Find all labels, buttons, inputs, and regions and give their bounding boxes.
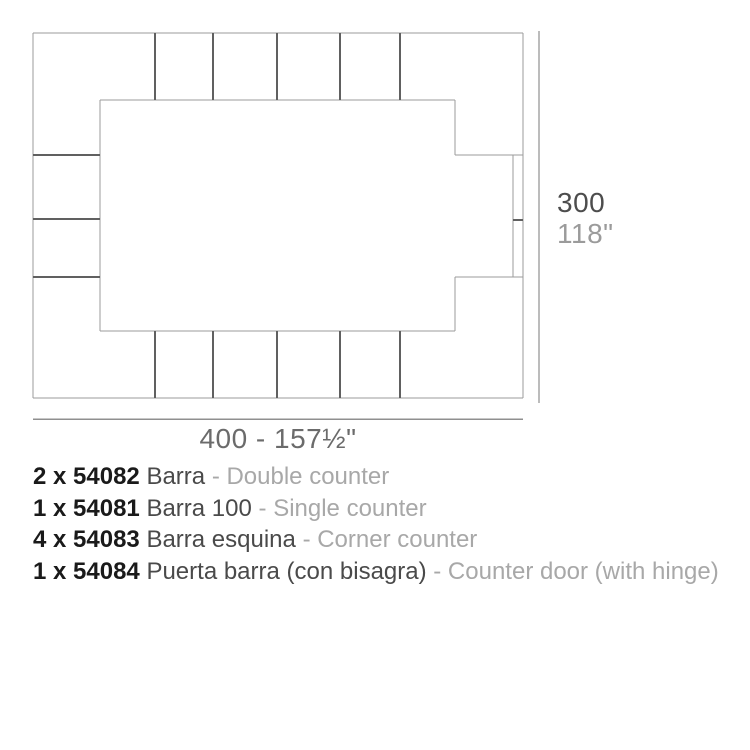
part-name-en: - Counter door (with hinge) xyxy=(433,557,719,585)
part-name-es: Puerta barra (con bisagra) xyxy=(146,557,427,585)
parts-list-item xyxy=(33,493,719,525)
part-qty-code: 1 x 54084 xyxy=(33,557,140,585)
parts-list-item xyxy=(33,556,719,588)
height-dimension-inches: 118" xyxy=(557,218,614,249)
part-name-es: Barra esquina xyxy=(146,526,296,553)
parts-list-item xyxy=(33,461,719,493)
part-qty-code: 1 x 54081 xyxy=(33,494,140,522)
part-name-en: - Corner counter xyxy=(302,526,478,553)
height-dimension-cm: 300 xyxy=(557,187,606,218)
part-name-es: Barra 100 xyxy=(146,494,252,522)
parts-list-item xyxy=(33,524,719,556)
parts-list xyxy=(33,461,719,587)
part-name-en: - Single counter xyxy=(258,494,427,522)
part-name-es: Barra xyxy=(146,463,206,490)
width-dimension: 400 - 157½" xyxy=(199,423,357,454)
part-qty-code: 2 x 54082 xyxy=(33,463,140,490)
part-qty-code: 4 x 54083 xyxy=(33,526,140,553)
part-name-en: - Double counter xyxy=(211,463,390,490)
